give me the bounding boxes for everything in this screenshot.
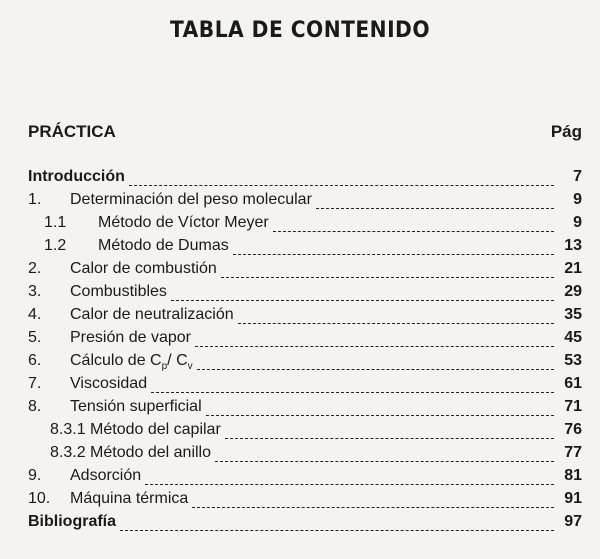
entry-title: Método de Víctor Meyer (98, 214, 269, 231)
dot-leader (197, 368, 554, 370)
toc-entry (28, 191, 582, 214)
dot-leader (206, 414, 554, 416)
entry-page: 77 (564, 444, 582, 461)
toc-entry (28, 444, 582, 467)
entry-number: 6. (28, 352, 42, 369)
entry-page: 7 (573, 168, 582, 185)
toc-entry (28, 375, 582, 398)
dot-leader (273, 230, 554, 232)
page-title: TABLA DE CONTENIDO (169, 18, 430, 43)
toc-entry (28, 214, 582, 237)
dot-leader (215, 460, 554, 462)
toc-entry (28, 283, 582, 306)
entry-number: 4. (28, 306, 42, 323)
subscript-p: p (161, 361, 168, 373)
entry-title: 8.3.1 Método del capilar (50, 421, 221, 438)
entry-page: 53 (564, 352, 582, 369)
dot-leader (238, 322, 554, 324)
entry-title: 8.3.2 Método del anillo (50, 444, 211, 461)
entry-title-part: Cálculo de C (70, 352, 162, 369)
entry-title: Calor de combustión (70, 260, 217, 277)
entry-page: 91 (564, 490, 582, 507)
toc-list (28, 168, 582, 536)
entry-title: Determinación del peso molecular (70, 191, 312, 208)
entry-page: 71 (564, 398, 582, 415)
entry-title: Máquina térmica (70, 490, 189, 507)
toc-entry (28, 329, 582, 352)
entry-page: 35 (564, 306, 582, 323)
entry-title: Combustibles (70, 283, 167, 300)
entry-page: 9 (573, 214, 582, 231)
entry-page: 21 (564, 260, 582, 277)
entry-page: 29 (564, 283, 582, 300)
entry-number: 2. (28, 260, 42, 277)
toc-entry (28, 168, 582, 191)
entry-title: Presión de vapor (70, 329, 191, 346)
entry-title: Método de Dumas (98, 237, 229, 254)
entry-title: Calor de neutralización (70, 306, 234, 323)
entry-page: 97 (564, 513, 582, 530)
dot-leader (221, 276, 554, 278)
toc-entry (28, 490, 582, 513)
entry-number: 1.2 (44, 237, 67, 254)
entry-title: Adsorción (70, 467, 142, 484)
entry-number: 5. (28, 329, 42, 346)
dot-leader (195, 345, 554, 347)
entry-number: 1. (28, 191, 42, 208)
dot-leader (192, 506, 554, 508)
entry-title: Tensión superficial (70, 398, 202, 415)
dot-leader (316, 207, 554, 209)
dot-leader (129, 184, 554, 186)
entry-title-part: / C (167, 352, 188, 369)
entry-number: 7. (28, 375, 42, 392)
toc-entry (28, 352, 582, 375)
dot-leader (171, 299, 554, 301)
dot-leader (145, 483, 554, 485)
dot-leader (120, 529, 554, 531)
entry-number: 8. (28, 398, 42, 415)
entry-title: Introducción (28, 168, 125, 185)
entry-number: 10. (28, 490, 51, 507)
entry-page: 76 (564, 421, 582, 438)
entry-page: 61 (564, 375, 582, 392)
toc-entry (28, 421, 582, 444)
practice-header: PRÁCTICA (28, 122, 116, 141)
entry-title: Viscosidad (70, 375, 148, 392)
dot-leader (151, 391, 554, 393)
toc-entry (28, 513, 582, 536)
entry-number: 3. (28, 283, 42, 300)
entry-title: Bibliografía (28, 513, 117, 530)
entry-page: 81 (564, 467, 582, 484)
toc-header (28, 122, 582, 142)
dot-leader (233, 253, 554, 255)
toc-entry (28, 260, 582, 283)
entry-page: 45 (564, 329, 582, 346)
dot-leader (225, 437, 554, 439)
subscript-v: v (187, 361, 193, 373)
page-header: Pág (550, 122, 582, 141)
toc-entry (28, 306, 582, 329)
entry-page: 13 (564, 237, 582, 254)
toc-entry (28, 237, 582, 260)
toc-entry (28, 398, 582, 421)
toc-entry (28, 467, 582, 490)
entry-page: 9 (573, 191, 582, 208)
entry-number: 9. (28, 467, 42, 484)
entry-number: 1.1 (44, 214, 67, 231)
entry-title (66, 352, 193, 372)
